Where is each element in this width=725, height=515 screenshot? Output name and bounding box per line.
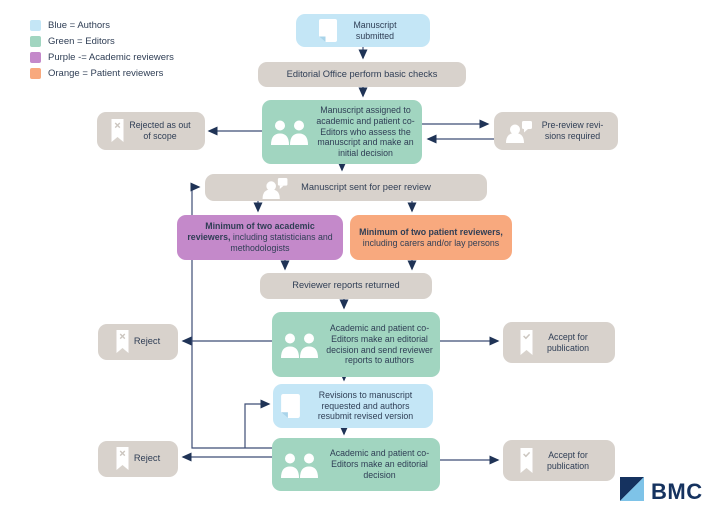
node-rejected-out-of-scope	[97, 112, 205, 150]
node-label-rest: including carers and/or lay persons	[362, 237, 500, 248]
node-manuscript-submitted	[296, 14, 430, 47]
node-academic-reviewers	[177, 215, 343, 260]
node-label: Reject	[133, 453, 161, 464]
orange-swatch-icon	[30, 68, 41, 79]
ribbon-x-icon	[116, 447, 129, 471]
person-comment-icon	[261, 177, 289, 199]
legend-label: Green = Editors	[48, 35, 115, 47]
ribbon-x-icon	[116, 330, 129, 354]
bmc-logo	[620, 477, 703, 506]
node-reviewer-reports-returned	[260, 273, 432, 299]
node-label: Editorial Office perform basic checks	[286, 68, 438, 79]
node-label: Accept for publication	[546, 331, 590, 353]
two-persons-icon	[279, 452, 321, 478]
person-comment-icon	[505, 120, 533, 143]
node-label	[357, 227, 505, 249]
page-icon	[280, 394, 300, 418]
bmc-logo-mark-icon	[620, 477, 644, 506]
legend-item-patient-reviewers	[30, 65, 174, 81]
bmc-logo-text: BMC	[651, 478, 703, 504]
ribbon-x-icon	[111, 119, 124, 143]
purple-swatch-icon	[30, 52, 41, 63]
node-revisions-requested	[273, 384, 433, 428]
node-label: Accept for publication	[546, 449, 590, 471]
node-editorial-checks	[258, 62, 466, 87]
node-patient-reviewers	[350, 215, 512, 260]
legend-label: Blue = Authors	[48, 19, 111, 31]
node-label: Manuscript assigned to academic and patient co-Editors who assess the manuscript and make an initial decision	[316, 104, 415, 159]
legend-item-editors	[30, 33, 174, 49]
ribbon-check-icon	[520, 330, 533, 356]
node-assigned-coeditors	[262, 100, 422, 164]
node-label: Rejected as out of scope	[129, 120, 191, 141]
node-accept-1	[503, 322, 615, 363]
arrow-decision2-to-revisions-loop	[245, 404, 269, 448]
legend-item-authors	[30, 17, 174, 33]
node-label: Manuscript sent for peer review	[301, 181, 431, 192]
node-editorial-decision-reports	[272, 312, 440, 377]
node-reject-1	[98, 324, 178, 360]
blue-swatch-icon	[30, 20, 41, 31]
node-reject-2	[98, 441, 178, 477]
legend	[30, 17, 174, 81]
legend-label: Purple -= Academic reviewers	[48, 51, 174, 63]
node-label: Academic and patient co-Editors make an editorial decision and send reviewer reports to authors	[326, 322, 433, 366]
node-label: Academic and patient co-Editors make an editorial decision	[329, 448, 430, 480]
node-label-rest: including statisticians and methodologists	[230, 232, 333, 253]
node-label: Pre-review revi-sions required	[541, 120, 604, 141]
two-persons-icon	[269, 119, 311, 145]
node-label-bold: Minimum of two patient reviewers,	[359, 226, 503, 237]
node-label	[184, 221, 336, 254]
legend-label: Orange = Patient reviewers	[48, 67, 164, 79]
two-persons-icon	[279, 332, 321, 358]
node-sent-for-peer-review	[205, 174, 487, 201]
node-label: Reject	[133, 336, 161, 347]
node-accept-2	[503, 440, 615, 481]
ribbon-check-icon	[520, 448, 533, 474]
node-label: Manuscript submitted	[353, 19, 397, 41]
node-label: Reviewer reports returned	[292, 280, 400, 291]
legend-item-academic-reviewers	[30, 49, 174, 65]
green-swatch-icon	[30, 36, 41, 47]
page-icon	[318, 19, 337, 42]
node-pre-review-revisions	[494, 112, 618, 150]
node-label-bold: Minimum of two academic reviewers,	[187, 221, 315, 243]
node-editorial-decision-final	[272, 438, 440, 491]
node-label: Revisions to manuscript requested and authors resubmit revised version	[317, 389, 414, 422]
